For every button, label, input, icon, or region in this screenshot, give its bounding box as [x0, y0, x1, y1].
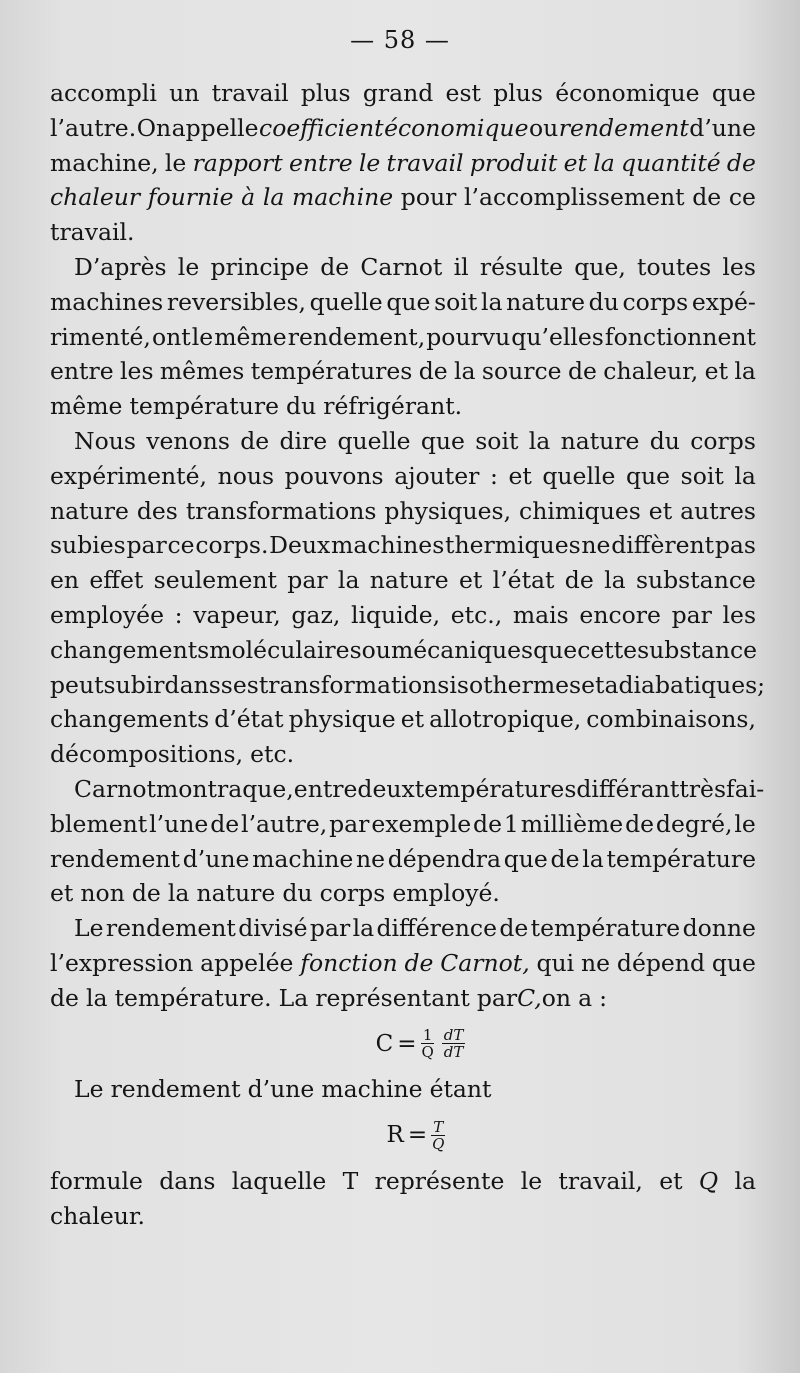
word: et: [50, 879, 74, 908]
word: machine: [252, 844, 354, 873]
word: gaz,: [291, 600, 341, 629]
word: que: [386, 287, 431, 316]
word: etc.,: [450, 600, 503, 629]
word: la: [593, 148, 615, 177]
word: dire: [279, 426, 328, 455]
word: de: [404, 948, 434, 977]
word: plus: [493, 79, 543, 107]
word: la: [582, 844, 604, 873]
word: blement: [50, 809, 148, 838]
word: ou: [528, 113, 559, 142]
word: exemple: [371, 809, 472, 838]
word: moléculaires: [209, 635, 362, 664]
word: même: [50, 392, 123, 421]
text-block-b: [50, 1072, 756, 1107]
word: principe: [210, 252, 310, 281]
word: par: [309, 914, 351, 943]
word: corps: [319, 879, 386, 908]
word: pourvu: [426, 322, 511, 351]
word: la: [734, 357, 756, 386]
word: machine: [292, 183, 394, 212]
word: Le: [74, 1074, 104, 1103]
word: et: [563, 148, 587, 177]
word: d’une: [182, 844, 250, 873]
text-line: [50, 1199, 756, 1234]
word: qu’elles: [511, 322, 604, 351]
formula-c-lhs: C: [375, 1030, 394, 1057]
word: montra: [155, 774, 243, 803]
word: les: [120, 357, 154, 386]
word: que: [625, 461, 671, 490]
word: machine: [321, 1074, 423, 1103]
word: soit: [680, 461, 724, 490]
word: ses: [220, 670, 259, 699]
word: d’une: [247, 1074, 315, 1103]
word: d’une: [689, 113, 756, 142]
word: températures: [250, 357, 413, 386]
word: température: [606, 844, 756, 873]
word: reversibles,: [166, 287, 307, 316]
word: par: [126, 531, 167, 560]
word: le: [164, 148, 187, 177]
text-line: [50, 702, 756, 737]
word: il: [453, 252, 469, 281]
word: autres: [680, 496, 756, 525]
word: température: [129, 392, 279, 421]
word: source: [481, 357, 562, 386]
word: différant: [576, 774, 680, 803]
word: par: [329, 809, 370, 838]
text-line: [50, 668, 766, 703]
word: produit: [469, 148, 558, 177]
word: travail: [211, 79, 289, 107]
word: Carnot,: [440, 948, 530, 977]
text-line: [50, 946, 756, 981]
word: fonctionnent: [604, 322, 756, 351]
word: quantité: [621, 148, 721, 177]
word: appelle: [171, 113, 259, 142]
word: température: [530, 914, 681, 943]
word: nature: [369, 566, 449, 595]
word: de: [550, 844, 580, 873]
word: vapeur,: [193, 600, 281, 629]
word: entre: [293, 774, 358, 803]
formula-c-f2-numerator: dT: [443, 1026, 464, 1045]
word: la: [604, 566, 626, 595]
word: rimenté,: [50, 322, 151, 351]
word: que: [711, 948, 756, 977]
word: Q: [698, 1167, 719, 1196]
word: dans: [164, 670, 221, 699]
word: du: [588, 287, 619, 316]
word: de: [240, 426, 270, 455]
word: et: [400, 705, 425, 734]
text-line: [50, 1072, 756, 1107]
word: la: [167, 879, 190, 908]
word: On: [136, 113, 172, 142]
word: à: [241, 183, 256, 212]
word: transformations: [185, 496, 377, 525]
word: expérimenté,: [50, 461, 208, 490]
word: accompli: [50, 79, 157, 107]
word: rendement: [50, 844, 180, 873]
formula-r-equals: =: [407, 1122, 428, 1149]
formula-efficiency: [50, 1106, 756, 1164]
text-line: [50, 772, 765, 807]
word: par: [671, 600, 712, 629]
word: de: [473, 809, 502, 838]
word: de: [131, 879, 161, 908]
word: subir: [103, 670, 165, 699]
page-number: — 58 —: [350, 26, 450, 54]
word: thermiques: [445, 531, 581, 560]
word: et: [458, 566, 483, 595]
text-line: [50, 737, 756, 772]
text-line: [50, 389, 756, 424]
text-line: [50, 76, 756, 111]
text-block-c: [50, 1164, 756, 1234]
text-block-a: [50, 76, 766, 1016]
word: la: [734, 461, 756, 490]
word: ont: [151, 322, 191, 351]
word: que,: [242, 774, 294, 803]
word: Le: [74, 914, 104, 943]
word: transformations: [258, 670, 450, 699]
word: très: [679, 774, 727, 803]
word: l’autre.: [50, 113, 137, 142]
word: rendement: [110, 1074, 241, 1103]
text-line: [50, 563, 756, 598]
word: La: [278, 983, 309, 1012]
word: et: [648, 496, 673, 525]
word: D’après: [74, 252, 167, 281]
word: ne: [355, 844, 386, 873]
word: de: [50, 983, 79, 1012]
word: la: [86, 983, 108, 1012]
word: soit: [434, 287, 478, 316]
text-line: [50, 180, 756, 215]
word: C,: [517, 983, 542, 1012]
word: que: [533, 635, 578, 664]
word: températures: [414, 774, 577, 803]
word: nous: [217, 461, 275, 490]
word: quelle: [309, 287, 383, 316]
text-line: [50, 1164, 756, 1199]
word: ajouter: [394, 461, 480, 490]
word: pour: [400, 183, 457, 212]
text-line: [50, 807, 756, 842]
word: économique: [384, 113, 529, 142]
word: représente: [374, 1167, 505, 1196]
word: de: [418, 357, 448, 386]
word: la: [337, 566, 360, 595]
word: fai-: [726, 774, 765, 803]
word: fournie: [147, 183, 234, 212]
word: :: [174, 600, 183, 629]
word: corps: [690, 426, 756, 455]
word: :: [489, 461, 498, 490]
formula-c-f2-denominator: dT: [443, 1043, 464, 1062]
word: diffèrent: [611, 531, 715, 560]
word: ce: [167, 531, 195, 560]
word: économique: [555, 79, 700, 107]
word: isothermes: [449, 670, 582, 699]
word: décompositions,: [50, 740, 244, 769]
text-line: [50, 215, 756, 250]
formula-r-fraction: [430, 1119, 446, 1152]
page-body: [50, 76, 766, 1234]
word: les: [722, 600, 756, 629]
word: que,: [574, 252, 626, 281]
word: plus: [300, 79, 351, 107]
word: la: [352, 914, 375, 943]
word: de: [625, 809, 655, 838]
word: Nous: [74, 426, 136, 455]
word: chimiques: [519, 496, 641, 525]
word: le: [177, 252, 200, 281]
word: degré,: [655, 809, 733, 838]
word: ne: [581, 531, 611, 560]
word: et: [659, 1167, 683, 1196]
word: millième: [520, 809, 624, 838]
word: d’état: [214, 705, 284, 734]
word: deux: [357, 774, 415, 803]
word: travail.: [50, 218, 135, 247]
formula-r-denominator: Q: [432, 1134, 445, 1153]
word: rapport: [192, 148, 283, 177]
word: résulte: [479, 252, 564, 281]
word: Deux: [269, 531, 331, 560]
word: l’une: [149, 809, 209, 838]
word: etc.: [250, 740, 295, 769]
word: du: [286, 392, 317, 421]
word: représentant: [315, 983, 470, 1012]
word: peut: [50, 670, 104, 699]
word: mais: [512, 600, 569, 629]
word: corps: [622, 287, 689, 316]
word: coefficient: [259, 113, 384, 142]
text-line: [50, 285, 756, 320]
word: allotropique,: [429, 705, 582, 734]
word: T: [342, 1167, 359, 1196]
word: adiabatiques;: [604, 670, 766, 699]
word: pouvons: [284, 461, 384, 490]
word: nature: [560, 426, 640, 455]
word: de: [692, 183, 722, 212]
word: laquelle: [231, 1167, 327, 1196]
word: cette: [577, 635, 638, 664]
word: physique: [288, 705, 396, 734]
word: mécaniques: [390, 635, 534, 664]
word: employée: [50, 600, 164, 629]
word: est: [445, 79, 481, 107]
word: dépendra: [387, 844, 502, 873]
word: expé-: [691, 287, 756, 316]
text-line: [50, 424, 756, 459]
word: travail: [386, 148, 464, 177]
word: venons: [146, 426, 230, 455]
word: liquide,: [350, 600, 441, 629]
word: a: [578, 983, 593, 1012]
text-line: [50, 528, 756, 563]
word: chaleur,: [603, 357, 699, 386]
word: chaleur.: [50, 1202, 145, 1231]
word: machine,: [50, 148, 159, 177]
word: physiques,: [384, 496, 512, 525]
word: seulement: [153, 566, 277, 595]
formula-c-fraction-1: [419, 1027, 435, 1060]
word: la: [454, 357, 476, 386]
word: corps.: [195, 531, 269, 560]
text-line: [50, 250, 756, 285]
word: ou: [361, 635, 391, 664]
text-line: [50, 633, 756, 668]
formula-c-f1-denominator: Q: [421, 1043, 434, 1062]
word: employé.: [392, 879, 500, 908]
word: on: [541, 983, 572, 1012]
word: machines: [50, 287, 164, 316]
word: subies: [50, 531, 126, 560]
word: l’autre,: [241, 809, 328, 838]
word: chaleur: [50, 183, 141, 212]
word: ne: [581, 948, 611, 977]
formula-r-numerator: T: [433, 1117, 444, 1136]
word: de: [499, 914, 529, 943]
text-line: [50, 459, 756, 494]
word: pas: [714, 531, 756, 560]
word: substance: [637, 635, 758, 664]
word: entre: [288, 148, 353, 177]
word: de: [320, 252, 350, 281]
word: changements: [50, 635, 210, 664]
word: machines: [331, 531, 445, 560]
word: formule: [50, 1167, 143, 1196]
word: en: [50, 566, 80, 595]
word: par: [287, 566, 328, 595]
word: l’expression: [50, 948, 194, 977]
word: ce: [728, 183, 756, 212]
text-line: [50, 354, 756, 389]
word: quelle: [337, 426, 411, 455]
word: de: [567, 357, 597, 386]
text-line: [50, 876, 756, 911]
word: que: [711, 79, 756, 107]
word: du: [649, 426, 680, 455]
word: rendement: [105, 914, 236, 943]
word: effet: [89, 566, 144, 595]
word: de: [726, 148, 756, 177]
text-line: [50, 146, 756, 181]
text-line: [50, 842, 756, 877]
word: réfrigérant.: [323, 392, 463, 421]
word: l’état: [492, 566, 555, 595]
text-line: [50, 598, 756, 633]
word: de: [210, 809, 240, 838]
text-line: [50, 111, 756, 146]
word: les: [722, 252, 756, 281]
word: différence: [376, 914, 497, 943]
word: :: [599, 983, 608, 1012]
formula-r-lhs: R: [386, 1122, 404, 1149]
word: divisé: [238, 914, 308, 943]
word: dépend: [616, 948, 705, 977]
word: même: [214, 322, 287, 351]
word: combinaisons,: [586, 705, 756, 734]
word: mêmes: [159, 357, 245, 386]
word: donne: [682, 914, 756, 943]
formula-carnot-function: [50, 1016, 756, 1072]
word: travail,: [558, 1167, 643, 1196]
word: dans: [159, 1167, 216, 1196]
word: qui: [536, 948, 575, 977]
text-line: [50, 494, 756, 529]
word: encore: [579, 600, 661, 629]
word: et: [581, 670, 605, 699]
formula-c-equals: =: [397, 1030, 417, 1057]
word: changements: [50, 705, 210, 734]
word: le: [520, 1167, 543, 1196]
text-line: [50, 981, 756, 1016]
word: la: [480, 287, 503, 316]
word: la: [734, 1167, 756, 1196]
word: toutes: [637, 252, 712, 281]
word: nature: [196, 879, 276, 908]
word: rendement: [558, 113, 689, 142]
word: grand: [362, 79, 434, 107]
word: le: [191, 322, 214, 351]
word: le: [358, 148, 381, 177]
word: substance: [635, 566, 756, 595]
word: la: [262, 183, 285, 212]
word: et: [508, 461, 532, 490]
word: des: [136, 496, 178, 525]
word: par: [476, 983, 518, 1012]
word: nature: [50, 496, 129, 525]
word: nature: [506, 287, 585, 316]
word: Carnot: [360, 252, 443, 281]
word: fonction: [300, 948, 398, 977]
word: Carnot: [74, 774, 156, 803]
word: la: [528, 426, 551, 455]
word: que: [420, 426, 465, 455]
word: du: [282, 879, 313, 908]
word: quelle: [542, 461, 616, 490]
word: température.: [114, 983, 272, 1012]
word: de: [564, 566, 594, 595]
text-line: [50, 320, 756, 355]
text-line: [50, 911, 756, 946]
word: 1: [503, 809, 519, 838]
word: entre: [50, 357, 114, 386]
word: l’accomplissement: [464, 183, 685, 212]
word: rendement,: [287, 322, 426, 351]
word: un: [169, 79, 200, 107]
word: étant: [429, 1074, 492, 1103]
word: que: [503, 844, 548, 873]
word: le: [734, 809, 756, 838]
word: soit: [475, 426, 519, 455]
formula-c-fraction-2: [442, 1027, 466, 1060]
word: appelée: [200, 948, 294, 977]
word: et: [704, 357, 729, 386]
word: non: [80, 879, 125, 908]
formula-c-f1-numerator: 1: [422, 1026, 433, 1045]
